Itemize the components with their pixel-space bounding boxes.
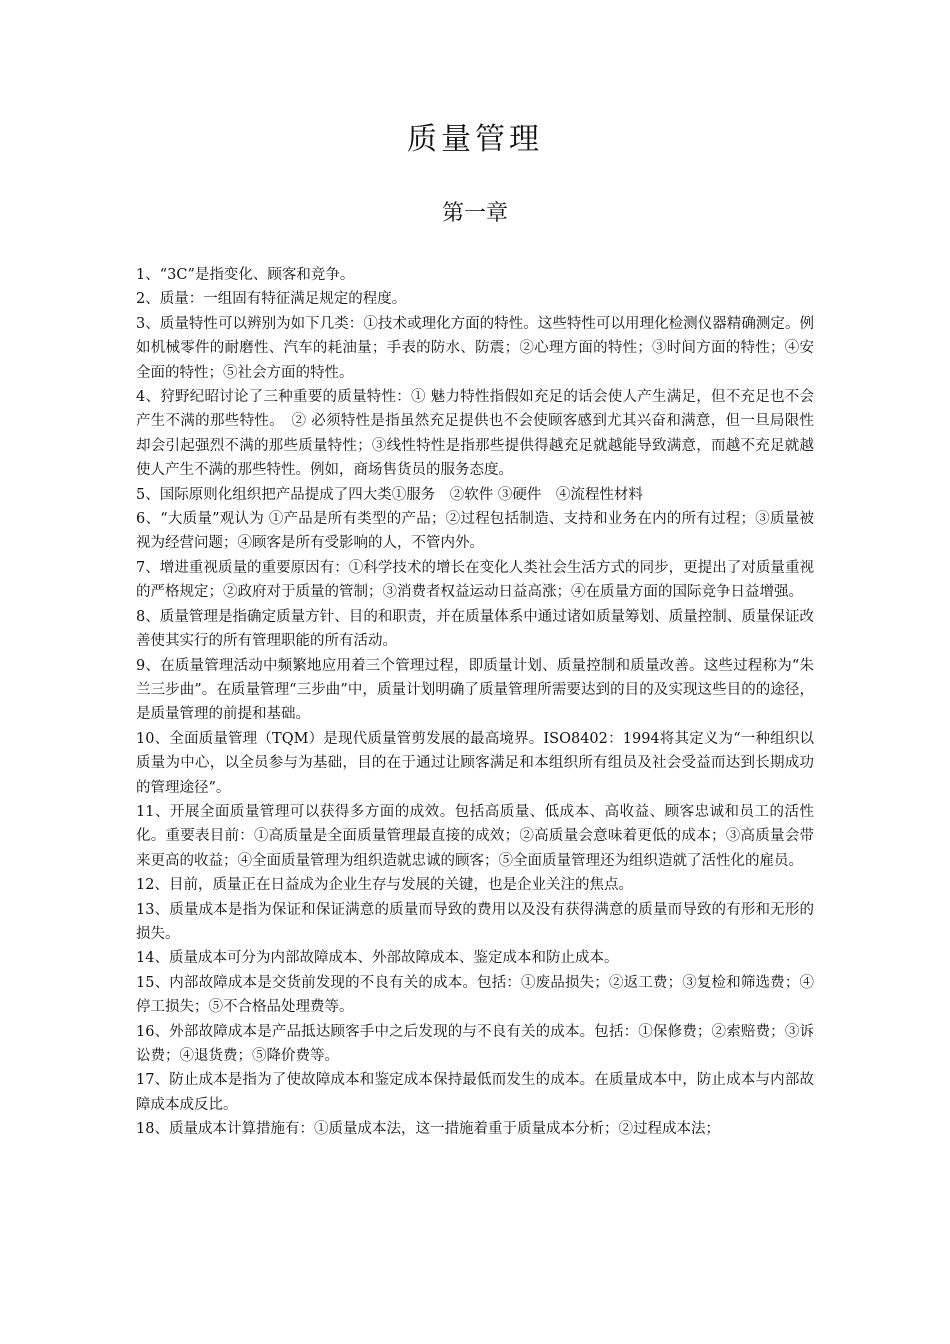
body-text: [136, 263, 814, 1142]
paragraph-7: 7、增进重视质量的重要原因有：①科学技术的增长在变化人类社会生活方式的同步，更提出了对质量重视的严格规定；②政府对于质量的管制；③消费者权益运动日益高涨；④在质量方面的国际竞争日益增强。: [136, 559, 814, 601]
paragraph-1: 1、“3C”是指变化、顾客和竞争。: [136, 267, 355, 283]
paragraph-18: 18、质量成本计算措施有：①质量成本法，这一措施着重于质量成本分析；②过程成本法；: [136, 1121, 720, 1138]
paragraph-5: 5、国际原则化组织把产品提成了四大类①服务 ②软件 ③硬件 ④流程性材料: [136, 486, 643, 503]
paragraph-4: 4、狩野纪昭讨论了三种重要的质量特性：① 魅力特性指假如充足的话会使人产生满足，但不充足也不会产生不满的那些特性。 ② 必须特性是指虽然充足提供也不会使顾客感到尤其兴奋和满意，但一旦局限性却会引起强烈不满的那些质量特性；③线性特性是指那些提供得越充足就越能导致满意，而越不充足就越使人产生不满的那些特性。例如，商场售货员的服务态度。: [136, 389, 814, 479]
paragraph-6: 6、“大质量”观认为 ①产品是所有类型的产品；②过程包括制造、支持和业务在内的所有过程；③质量被视为经营问题；④顾客是所有受影响的人，不管内外。: [136, 511, 814, 552]
paragraph-9: 9、在质量管理活动中频繁地应用着三个管理过程，即质量计划、质量控制和质量改善。这些过程称为“朱兰三步曲”。在质量管理“三步曲”中，质量计划明确了质量管理所需要达到的目的及实现这些目的的途径，是质量管理的前提和基础。: [136, 657, 814, 723]
paragraph-10: 10、全面质量管理（TQM）是现代质量管剪发展的最高境界。ISO8402：1994将其定义为“一种组织以质量为中心，以全员参与为基础，目的在于通过让顾客满足和本组织所有组员及社会受益而达到长期成功的管理途径”。: [136, 730, 814, 796]
paragraph-11: 11、开展全面质量管理可以获得多方面的成效。包括高质量、低成本、高收益、顾客忠诚和员工的活性化。重要表目前：①高质量是全面质量管理最直接的成效；②高质量会意味着更低的成本；③高质量会带来更高的收益；④全面质量管理为组织造就忠诚的顾客；⑤全面质量管理还为组织造就了活性化的雇员。: [136, 803, 814, 869]
chapter-heading: 第一章: [441, 201, 508, 226]
paragraph-8: 8、质量管理是指确定质量方针、目的和职责，并在质量体系中通过诸如质量筹划、质量控制、质量保证改善使其实行的所有管理职能的所有活动。: [136, 608, 814, 650]
paragraph-16: 16、外部故障成本是产品抵达顾客手中之后发现的与不良有关的成本。包括：①保修费；②索赔费；③诉讼费；④退货费；⑤降价费等。: [136, 1023, 814, 1064]
paragraph-15: 15、内部故障成本是交货前发现的不良有关的成本。包括：①废品损失；②返工费；③复检和筛选费；④停工损失；⑤不合格品处理费等。: [136, 974, 814, 1016]
paragraph-3: 3、质量特性可以辨别为如下几类：①技术或理化方面的特性。这些特性可以用理化检测仪器精确测定。例如机械零件的耐磨性、汽车的耗油量；手表的防水、防震；②心理方面的特性；③时间方面的特性；④安全面的特性；⑤社会方面的特性。: [136, 315, 814, 381]
paragraph-14: 14、质量成本可分为内部故障成本、外部故障成本、鉴定成本和防止成本。: [136, 950, 619, 967]
paragraph-2: 2、质量：一组固有特征满足规定的程度。: [136, 291, 407, 308]
paragraph-12: 12、目前，质量正在日益成为企业生存与发展的关键，也是企业关注的焦点。: [136, 877, 633, 894]
document-title: 质量管理: [407, 122, 543, 157]
paragraph-17: 17、防止成本是指为了使故障成本和鉴定成本保持最低而发生的成本。在质量成本中，防止成本与内部故障成本成反比。: [136, 1072, 814, 1113]
paragraph-13: 13、质量成本是指为保证和保证满意的质量而导致的费用以及没有获得满意的质量而导致的有形和无形的损失。: [136, 901, 814, 942]
